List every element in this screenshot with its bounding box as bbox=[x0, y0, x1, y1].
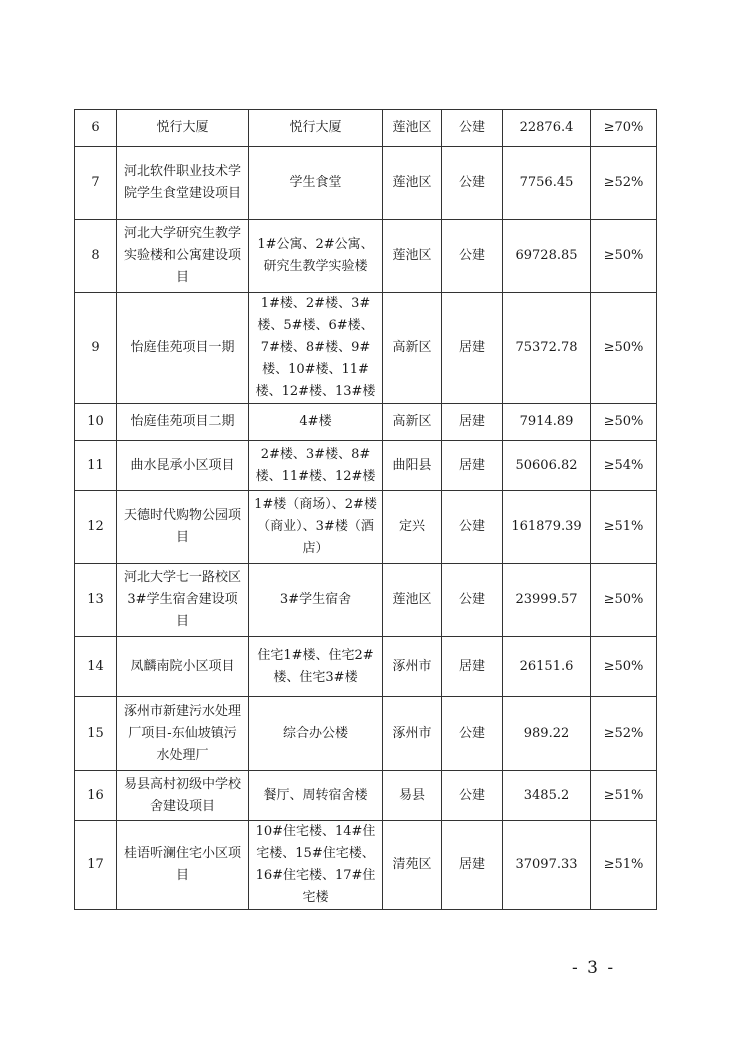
cell-district: 易县 bbox=[383, 771, 442, 821]
cell-ratio: ≥50% bbox=[591, 564, 657, 637]
cell-number: 7 bbox=[75, 147, 117, 220]
cell-number: 8 bbox=[75, 220, 117, 293]
cell-ratio: ≥50% bbox=[591, 637, 657, 697]
cell-building: 1#楼（商场）、2#楼（商业）、3#楼（酒店） bbox=[249, 491, 383, 564]
cell-number: 14 bbox=[75, 637, 117, 697]
cell-ratio: ≥52% bbox=[591, 147, 657, 220]
cell-building: 学生食堂 bbox=[249, 147, 383, 220]
cell-number: 11 bbox=[75, 441, 117, 491]
cell-ratio: ≥51% bbox=[591, 771, 657, 821]
cell-project-name: 涿州市新建污水处理厂项目-东仙坡镇污水处理厂 bbox=[117, 697, 249, 771]
cell-district: 莲池区 bbox=[383, 220, 442, 293]
cell-district: 曲阳县 bbox=[383, 441, 442, 491]
cell-project-name: 凤麟南院小区项目 bbox=[117, 637, 249, 697]
cell-district: 涿州市 bbox=[383, 637, 442, 697]
cell-area: 22876.4 bbox=[503, 110, 591, 147]
cell-number: 17 bbox=[75, 821, 117, 910]
cell-project-name: 河北大学七一路校区3#学生宿舍建设项目 bbox=[117, 564, 249, 637]
cell-number: 16 bbox=[75, 771, 117, 821]
cell-district: 莲池区 bbox=[383, 564, 442, 637]
cell-project-name: 河北大学研究生教学实验楼和公寓建设项目 bbox=[117, 220, 249, 293]
cell-district: 莲池区 bbox=[383, 147, 442, 220]
cell-ratio: ≥52% bbox=[591, 697, 657, 771]
cell-building-type: 公建 bbox=[442, 564, 503, 637]
cell-ratio: ≥51% bbox=[591, 821, 657, 910]
cell-building-type: 公建 bbox=[442, 697, 503, 771]
table-row bbox=[75, 637, 657, 697]
cell-district: 高新区 bbox=[383, 404, 442, 441]
cell-district: 莲池区 bbox=[383, 110, 442, 147]
cell-number: 13 bbox=[75, 564, 117, 637]
cell-building: 3#学生宿舍 bbox=[249, 564, 383, 637]
cell-project-name: 天德时代购物公园项目 bbox=[117, 491, 249, 564]
cell-building-type: 公建 bbox=[442, 220, 503, 293]
cell-district: 清苑区 bbox=[383, 821, 442, 910]
cell-area: 75372.78 bbox=[503, 293, 591, 404]
table-row bbox=[75, 771, 657, 821]
cell-ratio: ≥50% bbox=[591, 404, 657, 441]
cell-area: 7756.45 bbox=[503, 147, 591, 220]
cell-area: 69728.85 bbox=[503, 220, 591, 293]
cell-area: 3485.2 bbox=[503, 771, 591, 821]
cell-project-name: 易县高村初级中学校舍建设项目 bbox=[117, 771, 249, 821]
cell-area: 23999.57 bbox=[503, 564, 591, 637]
cell-ratio: ≥54% bbox=[591, 441, 657, 491]
table-body bbox=[75, 110, 657, 910]
cell-building: 1#公寓、2#公寓、研究生教学实验楼 bbox=[249, 220, 383, 293]
cell-building-type: 公建 bbox=[442, 771, 503, 821]
cell-building-type: 公建 bbox=[442, 110, 503, 147]
cell-project-name: 桂语听澜住宅小区项目 bbox=[117, 821, 249, 910]
cell-building: 1#楼、2#楼、3#楼、5#楼、6#楼、7#楼、8#楼、9#楼、10#楼、11#楼、12#楼、13#楼 bbox=[249, 293, 383, 404]
cell-number: 15 bbox=[75, 697, 117, 771]
table-row bbox=[75, 697, 657, 771]
cell-area: 37097.33 bbox=[503, 821, 591, 910]
cell-building: 住宅1#楼、住宅2#楼、住宅3#楼 bbox=[249, 637, 383, 697]
cell-building-type: 居建 bbox=[442, 293, 503, 404]
cell-building: 2#楼、3#楼、8#楼、11#楼、12#楼 bbox=[249, 441, 383, 491]
cell-district: 涿州市 bbox=[383, 697, 442, 771]
cell-ratio: ≥70% bbox=[591, 110, 657, 147]
cell-building: 4#楼 bbox=[249, 404, 383, 441]
cell-building: 悦行大厦 bbox=[249, 110, 383, 147]
table-row bbox=[75, 564, 657, 637]
cell-building: 综合办公楼 bbox=[249, 697, 383, 771]
cell-number: 9 bbox=[75, 293, 117, 404]
cell-project-name: 怡庭佳苑项目二期 bbox=[117, 404, 249, 441]
cell-area: 989.22 bbox=[503, 697, 591, 771]
table-row bbox=[75, 404, 657, 441]
table-row bbox=[75, 821, 657, 910]
cell-building: 餐厅、周转宿舍楼 bbox=[249, 771, 383, 821]
cell-building: 10#住宅楼、14#住宅楼、15#住宅楼、16#住宅楼、17#住宅楼 bbox=[249, 821, 383, 910]
table-row bbox=[75, 293, 657, 404]
cell-project-name: 悦行大厦 bbox=[117, 110, 249, 147]
cell-building-type: 居建 bbox=[442, 637, 503, 697]
cell-building-type: 公建 bbox=[442, 491, 503, 564]
cell-ratio: ≥50% bbox=[591, 293, 657, 404]
cell-number: 12 bbox=[75, 491, 117, 564]
project-table bbox=[74, 109, 657, 910]
table-row bbox=[75, 220, 657, 293]
cell-area: 161879.39 bbox=[503, 491, 591, 564]
cell-project-name: 怡庭佳苑项目一期 bbox=[117, 293, 249, 404]
cell-building-type: 居建 bbox=[442, 441, 503, 491]
cell-area: 26151.6 bbox=[503, 637, 591, 697]
cell-ratio: ≥51% bbox=[591, 491, 657, 564]
table-row bbox=[75, 441, 657, 491]
cell-number: 10 bbox=[75, 404, 117, 441]
cell-project-name: 曲水昆承小区项目 bbox=[117, 441, 249, 491]
cell-district: 定兴 bbox=[383, 491, 442, 564]
page-number: - 3 - bbox=[572, 958, 616, 978]
cell-ratio: ≥50% bbox=[591, 220, 657, 293]
cell-building-type: 居建 bbox=[442, 404, 503, 441]
cell-building-type: 居建 bbox=[442, 821, 503, 910]
table-row bbox=[75, 110, 657, 147]
table-row bbox=[75, 147, 657, 220]
cell-area: 50606.82 bbox=[503, 441, 591, 491]
cell-district: 高新区 bbox=[383, 293, 442, 404]
cell-area: 7914.89 bbox=[503, 404, 591, 441]
cell-building-type: 公建 bbox=[442, 147, 503, 220]
table-row bbox=[75, 491, 657, 564]
cell-project-name: 河北软件职业技术学院学生食堂建设项目 bbox=[117, 147, 249, 220]
cell-number: 6 bbox=[75, 110, 117, 147]
